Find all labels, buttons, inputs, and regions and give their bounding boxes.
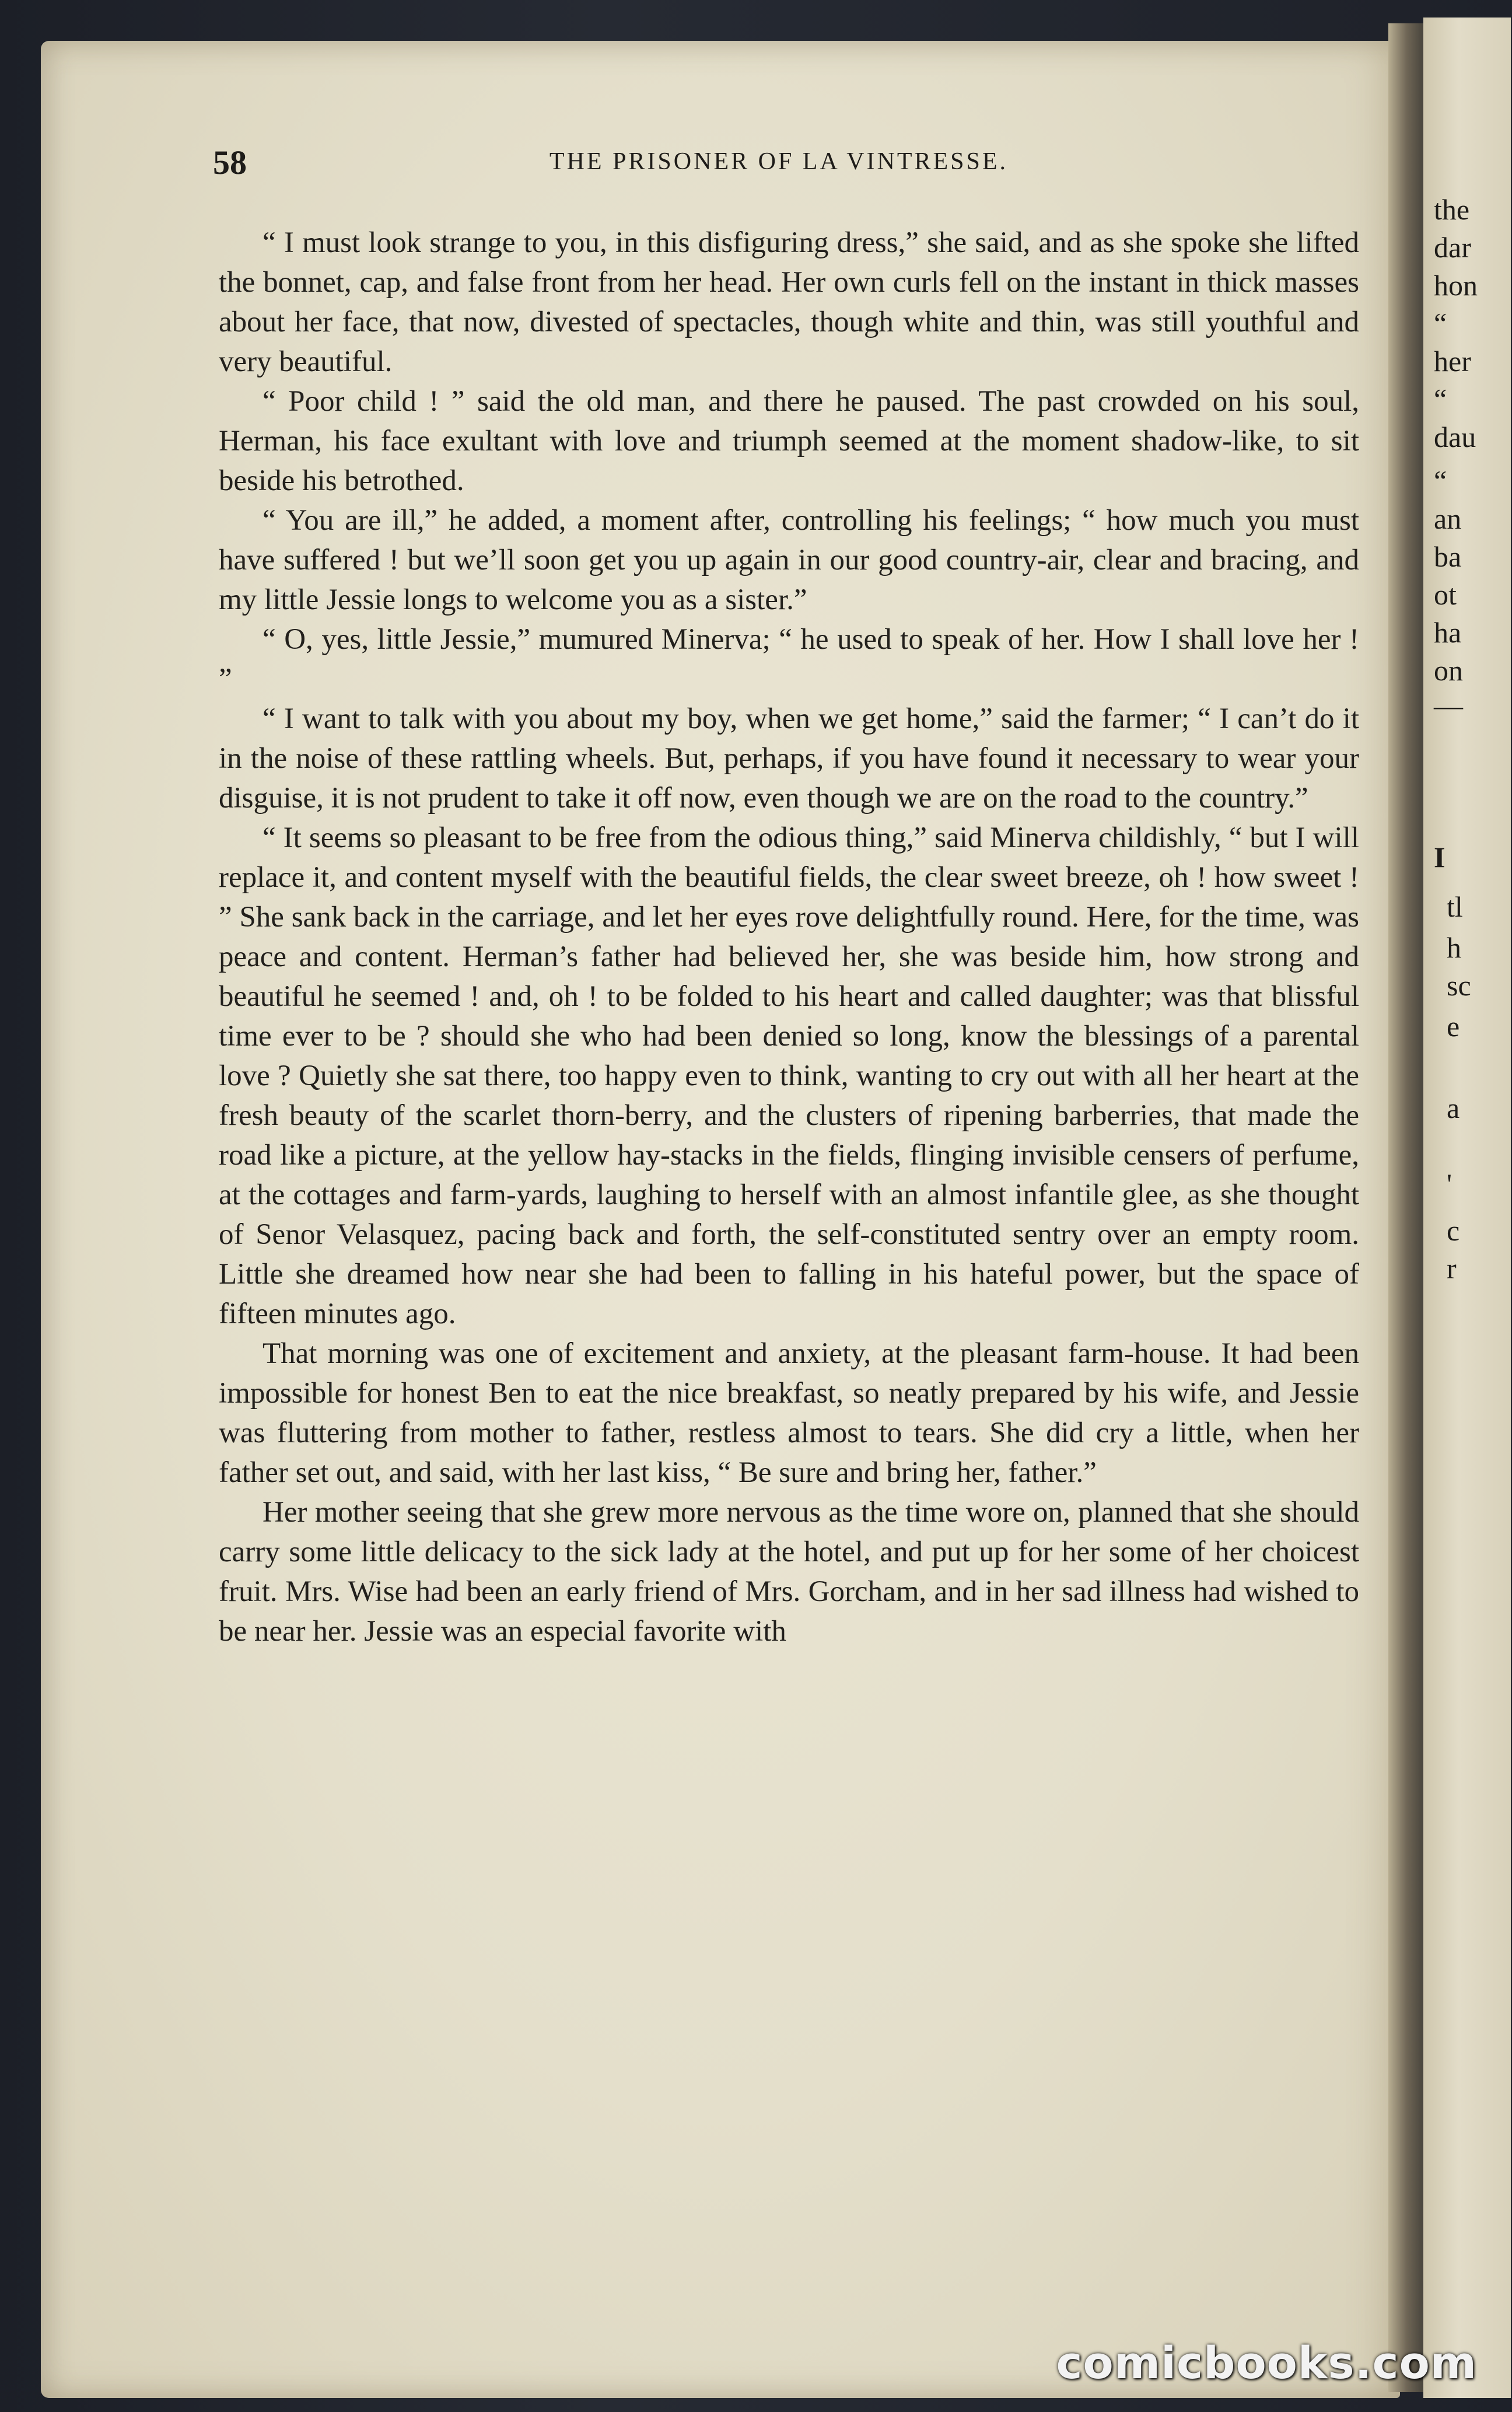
facing-page-fragment: tl [1447, 890, 1463, 923]
paragraph: “ You are ill,” he added, a moment after, controlling his feelings; “ how much you must have suffered ! but we’ll soon get you up again in our good country-air, clear and bracing, and my little Jessie longs to welcome you as a sister.” [219, 504, 1359, 616]
facing-page-fragment: ba [1434, 540, 1462, 573]
facing-page-fragment: ot [1434, 578, 1457, 611]
facing-page-fragment: h [1447, 931, 1461, 964]
facing-page-fragment: the [1434, 193, 1470, 226]
facing-page-fragment: her [1434, 345, 1471, 377]
page-number: 58 [213, 144, 247, 181]
paragraph: “ I want to talk with you about my boy, when we get home,” said the farmer; “ I can’t do it in the noise of these rattling wheels. But, perhaps, if you have found it necessary to wear your disguise, it is not prudent to take it off now, even though we are on the road to the country.” [219, 702, 1359, 815]
facing-page-fragment: a [1447, 1092, 1460, 1124]
page-header [213, 143, 1345, 184]
facing-page-fragment: dar [1434, 231, 1471, 264]
body-text [219, 223, 1359, 1651]
facing-page-fragment: I [1434, 841, 1446, 873]
watermark: comicbooks.com [1056, 2337, 1477, 2389]
paragraph: “ It seems so pleasant to be free from the odious thing,” said Minerva childishly, “ but I will replace it, and content myself with the beautiful fields, the clear sweet breeze, oh ! how sweet ! ” She sank back in the carriage, and let her eyes rove delightfully round. Here, for the time, was peace and content. Herman’s father had believed her, she was beside him, how strong and beautiful he seemed ! and, oh ! to be folded to his heart and called daughter; was that blissful time ever to be ? should she who had been denied so long, know the blessings of a parental love ? Quietly she sat there, too happy even to think, wanting to cry out with all her heart at the fresh beauty of the scarlet thorn-berry, and the clusters of ripening barberries, that made the road like a picture, at the yellow hay-stacks in the fields, flinging invisible censers of perfume, at the cottages and farm-yards, laughing to herself with an almost infantile glee, as she thought of Senor Velasquez, pacing back and forth, the self-constituted sentry over an empty room. Little she dreamed how near she had been to falling in his hateful power, but the space of fifteen minutes ago. [219, 822, 1359, 1330]
paragraph: “ Poor child ! ” said the old man, and there he paused. The past crowded on his soul, Herman, his face exultant with love and triumph seemed at the moment shadow-like, to sit beside his betrothed. [219, 385, 1359, 497]
facing-page-fragment: “ [1434, 383, 1447, 415]
facing-page-fragment: dau [1434, 421, 1476, 453]
facing-page-edge [1423, 18, 1511, 2398]
facing-page-fragment: “ [1434, 464, 1447, 497]
facing-page-fragment: c [1447, 1214, 1460, 1247]
facing-page-fragment: e [1447, 1010, 1460, 1043]
facing-page-fragment: hon [1434, 269, 1478, 302]
facing-page-fragment: sc [1447, 969, 1471, 1002]
facing-page-fragment: on [1434, 654, 1463, 687]
paragraph: “ I must look strange to you, in this disfiguring dress,” she said, and as she spoke she lifted the bonnet, cap, and false front from her head. Her own curls fell on the instant in thick masses about her face, that now, divested of spectacles, though white and thin, was still youthful and very beautiful. [219, 226, 1359, 378]
facing-page-fragment: “ [1434, 307, 1447, 340]
facing-page-fragment: — [1434, 689, 1463, 722]
paragraph: That morning was one of excitement and anxiety, at the pleasant farm-house. It had been impossible for honest Ben to eat the nice breakfast, so neatly prepared by his wife, and Jessie was fluttering from mother to father, restless almost to tears. She did cry a little, when her father set out, and said, with her last kiss, “ Be sure and bring her, father.” [219, 1337, 1359, 1489]
paragraph: Her mother seeing that she grew more nervous as the time wore on, planned that she should carry some little delicacy to the sick lady at the hotel, and put up for her some of her choicest fruit. Mrs. Wise had been an early friend of Mrs. Gorcham, and in her sad illness had wished to be near her. Jessie was an especial favorite with [219, 1496, 1359, 1648]
running-title: THE PRISONER OF LA VINTRESSE. [549, 148, 1009, 175]
facing-page-fragment: ' [1447, 1167, 1452, 1200]
paragraph: “ O, yes, little Jessie,” mumured Minerva; “ he used to speak of her. How I shall love her ! ” [219, 623, 1359, 695]
facing-page-fragment: an [1434, 502, 1462, 535]
facing-page-fragment: r [1447, 1252, 1457, 1285]
facing-page-fragment: ha [1434, 616, 1462, 649]
